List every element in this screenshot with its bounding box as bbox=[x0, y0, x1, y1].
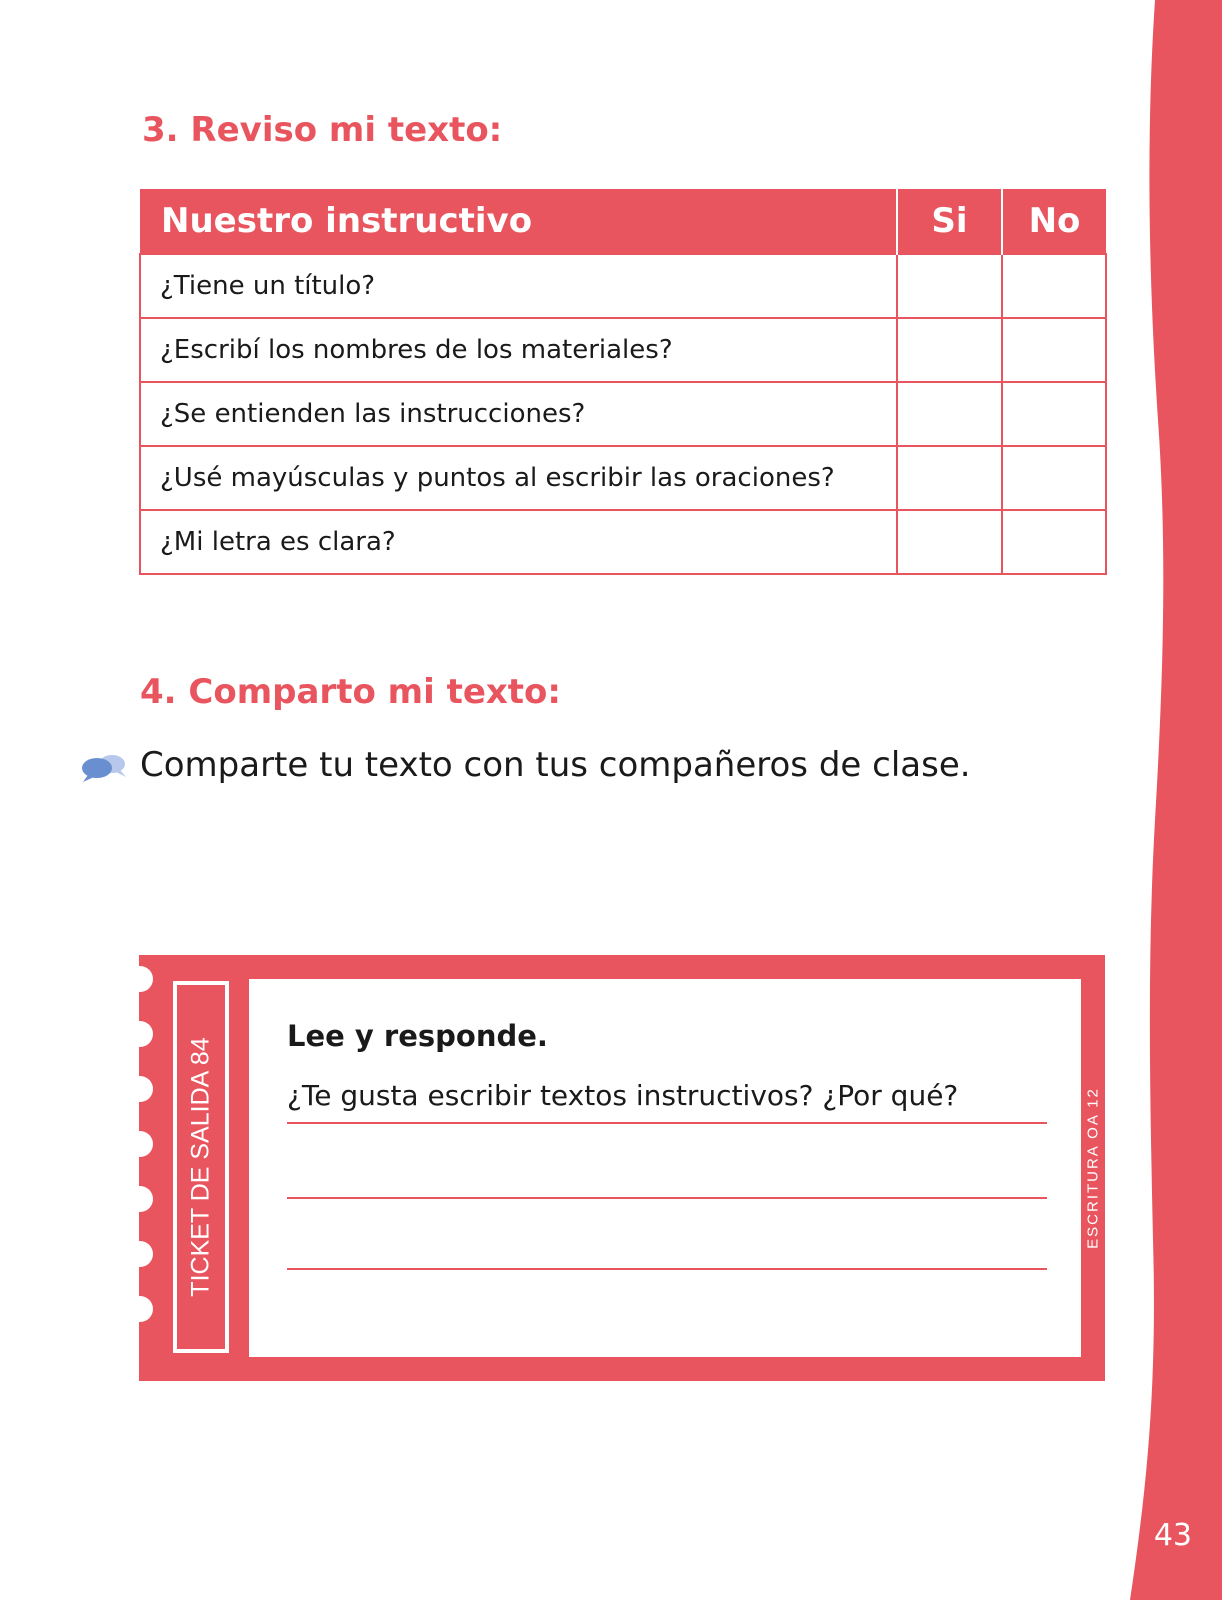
no-checkbox-cell[interactable] bbox=[1002, 254, 1106, 318]
criteria-cell: ¿Usé mayúsculas y puntos al escribir las oraciones? bbox=[140, 446, 897, 510]
ticket-card bbox=[249, 979, 1081, 1357]
no-checkbox-cell[interactable] bbox=[1002, 382, 1106, 446]
ticket-label: TICKET DE SALIDA 84 bbox=[186, 1037, 215, 1297]
answer-line[interactable] bbox=[287, 1122, 1047, 1124]
ticket-notch bbox=[127, 1296, 153, 1322]
no-checkbox-cell[interactable] bbox=[1002, 318, 1106, 382]
yes-checkbox-cell[interactable] bbox=[897, 318, 1002, 382]
checklist-table bbox=[139, 189, 1107, 575]
table-row bbox=[140, 510, 1106, 574]
answer-line[interactable] bbox=[287, 1268, 1047, 1270]
ticket-notch bbox=[127, 1021, 153, 1047]
no-checkbox-cell[interactable] bbox=[1002, 510, 1106, 574]
page-number: 43 bbox=[1153, 1518, 1192, 1553]
ticket-notch bbox=[127, 1186, 153, 1212]
criteria-cell: ¿Escribí los nombres de los materiales? bbox=[140, 318, 897, 382]
header-criteria: Nuestro instructivo bbox=[140, 189, 897, 254]
ticket-notch bbox=[127, 1131, 153, 1157]
ticket-notch bbox=[127, 1241, 153, 1267]
ticket-notch bbox=[127, 966, 153, 992]
yes-checkbox-cell[interactable] bbox=[897, 254, 1002, 318]
section-3-heading: 3. Reviso mi texto: bbox=[142, 110, 503, 150]
yes-checkbox-cell[interactable] bbox=[897, 382, 1002, 446]
criteria-cell: ¿Tiene un título? bbox=[140, 254, 897, 318]
table-row bbox=[140, 382, 1106, 446]
section-4-heading: 4. Comparto mi texto: bbox=[140, 672, 562, 712]
criteria-cell: ¿Se entienden las instrucciones? bbox=[140, 382, 897, 446]
share-instruction-text: Comparte tu texto con tus compañeros de clase. bbox=[140, 745, 971, 785]
no-checkbox-cell[interactable] bbox=[1002, 446, 1106, 510]
table-row bbox=[140, 446, 1106, 510]
criteria-cell: ¿Mi letra es clara? bbox=[140, 510, 897, 574]
speech-bubbles-icon bbox=[80, 753, 128, 783]
header-yes: Si bbox=[897, 189, 1002, 254]
exit-ticket bbox=[139, 955, 1105, 1381]
ticket-question: ¿Te gusta escribir textos instructivos? ¿Por qué? bbox=[287, 1079, 959, 1112]
table-header-row bbox=[140, 189, 1106, 254]
ticket-notch bbox=[127, 1076, 153, 1102]
yes-checkbox-cell[interactable] bbox=[897, 510, 1002, 574]
header-no: No bbox=[1002, 189, 1106, 254]
yes-checkbox-cell[interactable] bbox=[897, 446, 1002, 510]
answer-line[interactable] bbox=[287, 1197, 1047, 1199]
ticket-title: Lee y responde. bbox=[287, 1019, 548, 1053]
table-row bbox=[140, 318, 1106, 382]
ticket-label-box bbox=[173, 981, 229, 1353]
ticket-side-code: ESCRITURA OA 12 bbox=[1084, 1087, 1102, 1249]
table-row bbox=[140, 254, 1106, 318]
